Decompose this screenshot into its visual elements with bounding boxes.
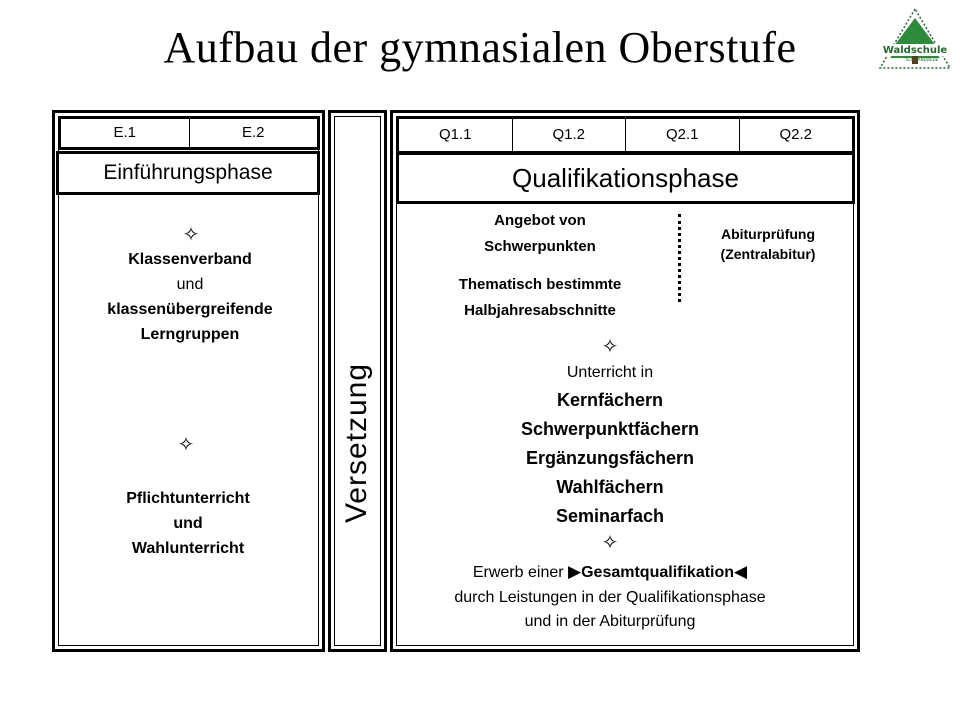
diamond-icon: ✧ [182, 224, 200, 246]
tab-e1: E.1 [113, 124, 136, 141]
text-gesamtqualifikation: Gesamtqualifikation [581, 564, 735, 581]
triangle-right-icon: ▶ [568, 562, 582, 581]
einfuehrungsphase-label: Einführungsphase [103, 161, 273, 184]
text-schwerpunktfaecher: Schwerpunktfächern [520, 419, 700, 439]
pflichtunterricht-block [56, 486, 320, 561]
versetzung-panel [328, 110, 387, 652]
klassenverband-block [58, 247, 322, 347]
tab-q21: Q2.1 [625, 119, 739, 151]
versetzung-label-wrap [332, 273, 382, 613]
text-erwerb-einer: Erwerb einer [472, 564, 564, 581]
text-seminarfach: Seminarfach [555, 506, 665, 526]
text-klassenverband: Klassenverband [128, 251, 252, 268]
text-abiturpruefung-line: und in der Abiturprüfung [524, 613, 696, 630]
abitur-block [688, 224, 848, 264]
text-zentralabitur: (Zentralabitur) [720, 246, 816, 262]
tab-q12: Q1.2 [512, 119, 626, 151]
diamond-icon: ✧ [601, 532, 619, 554]
svg-text:SCHWANEWEDE: SCHWANEWEDE [905, 57, 939, 62]
text-thematisch: Thematisch bestimmte [458, 276, 622, 293]
qualifikationsphase-label: Qualifikationsphase [512, 163, 739, 193]
triangle-left-icon: ◀ [734, 562, 748, 581]
erwerb-detail [385, 586, 835, 634]
text-pflichtunterricht: Pflichtunterricht [126, 490, 250, 507]
text-abiturpruefung: Abiturprüfung [720, 226, 816, 242]
thematisch-block [405, 272, 675, 324]
versetzung-label: Versetzung [340, 362, 374, 524]
angebot-block [410, 208, 670, 260]
faecher-list [450, 386, 770, 531]
school-logo [872, 6, 958, 76]
text-angebot-von: Angebot von [494, 212, 586, 229]
text-wahlunterricht: Wahlunterricht [131, 540, 245, 557]
einfuehrungsphase-heading [56, 151, 320, 195]
tab-q11: Q1.1 [438, 126, 472, 143]
text-lerngruppen: Lerngruppen [140, 326, 240, 343]
page-title: Aufbau der gymnasialen Oberstufe [163, 23, 797, 72]
tab-e2: E.2 [189, 119, 318, 147]
panel-inner-border [58, 116, 319, 646]
diamond-icon: ✧ [177, 434, 195, 456]
text-leistungen: durch Leistungen in der Qualifikationsphase [454, 589, 766, 606]
diamond-icon: ✧ [601, 336, 619, 358]
svg-text:Waldschule: Waldschule [882, 45, 948, 56]
text-und: und [176, 276, 204, 293]
text-kernfaecher: Kernfächern [556, 390, 664, 410]
dotted-divider [678, 214, 681, 302]
text-und: und [173, 515, 203, 532]
erwerb-line [395, 560, 825, 585]
text-klassenuebergreifende: klassenübergreifende [107, 301, 273, 318]
tab-q22: Q2.2 [739, 119, 853, 151]
unterricht-intro: Unterricht in [566, 364, 654, 381]
text-wahlfaecher: Wahlfächern [556, 477, 664, 497]
text-schwerpunkten: Schwerpunkten [484, 238, 596, 255]
q-tabs [396, 116, 855, 154]
text-halbjahresabschnitte: Halbjahresabschnitte [464, 302, 616, 319]
qualifikationsphase-heading [396, 152, 855, 204]
text-ergaenzungsfaecher: Ergänzungsfächern [525, 448, 695, 468]
e-tabs [58, 116, 320, 150]
